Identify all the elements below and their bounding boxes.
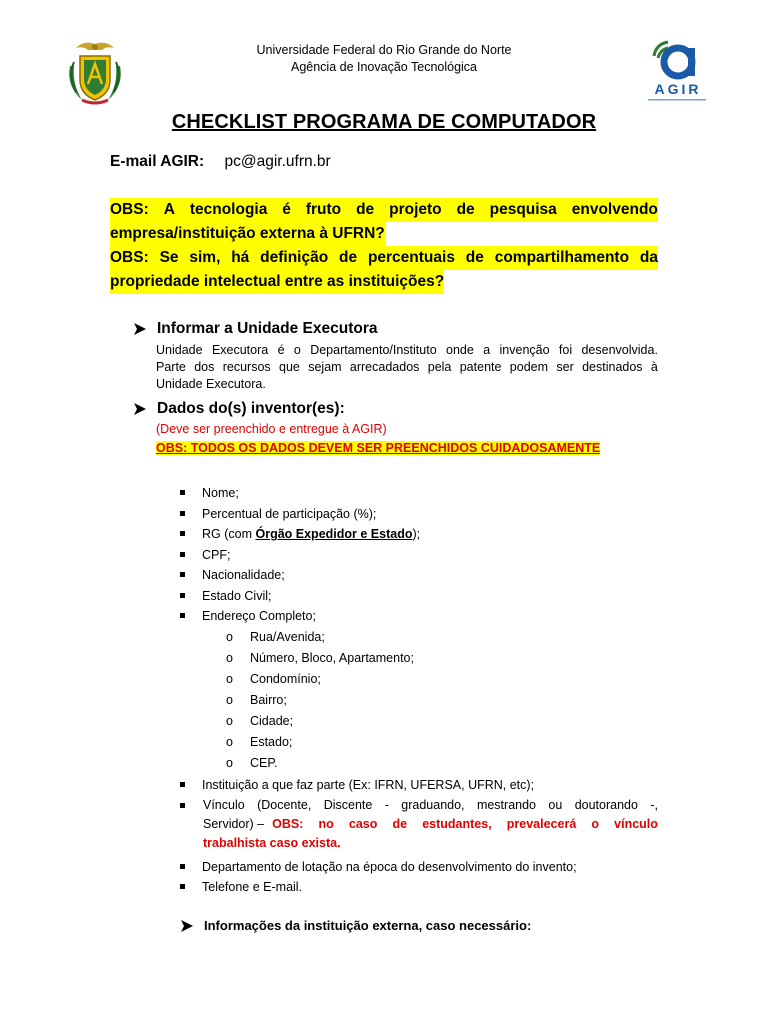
- word: de: [456, 201, 475, 218]
- page-title: CHECKLIST PROGRAMA DE COMPUTADOR: [171, 111, 597, 133]
- word: podem: [509, 360, 549, 374]
- word: destinados: [582, 360, 643, 374]
- square-bullet-icon: [180, 803, 185, 808]
- paragraph-line: Unidade Executora.: [156, 377, 266, 391]
- obs2-line1: [110, 246, 658, 270]
- address-sub-item: o Cidade;: [226, 714, 294, 728]
- word: A: [163, 201, 175, 218]
- word: de: [356, 201, 375, 218]
- word: doutorando: [574, 798, 638, 812]
- word: (Docente,: [257, 798, 312, 812]
- address-sub-item: o Estado;: [226, 735, 293, 749]
- list-item: CPF;: [180, 547, 230, 563]
- square-bullet-icon: [180, 572, 185, 577]
- word: sim,: [189, 249, 221, 266]
- word: o: [293, 343, 301, 357]
- paragraph-line: [156, 342, 658, 359]
- word: arrecadados: [349, 360, 420, 374]
- word: percentuais: [367, 249, 455, 266]
- word: ou: [548, 798, 563, 812]
- word: há: [231, 249, 250, 266]
- word: foi: [558, 343, 573, 357]
- obs1-line1: [110, 198, 658, 222]
- vinculo-item: [203, 796, 658, 853]
- word: de: [392, 817, 408, 831]
- word: Executora: [211, 343, 269, 357]
- address-sub-item: o Número, Bloco, Apartamento;: [226, 651, 414, 665]
- word: Se: [159, 249, 179, 266]
- word: fruto: [305, 201, 342, 218]
- word: envolvendo: [571, 201, 658, 218]
- agir-logo: [638, 38, 716, 104]
- header-agency: Agência de Inovação Tecnológica: [290, 60, 478, 74]
- section-unidade-executora: [133, 320, 378, 338]
- address-sub-item: o Condomínio;: [226, 672, 321, 686]
- word: é: [277, 343, 285, 357]
- word: a: [483, 343, 491, 357]
- word: Parte: [156, 360, 186, 374]
- header-university: Universidade Federal do Rio Grande do Norte: [256, 43, 512, 57]
- word: -: [384, 798, 389, 812]
- word: definição: [260, 249, 329, 266]
- word: projeto: [389, 201, 442, 218]
- word: da: [639, 249, 658, 266]
- careful-fill-warning: OBS: TODOS OS DADOS DEVEM SER PREENCHIDOS CUIDADOSAMENTE: [156, 441, 601, 455]
- square-bullet-icon: [180, 864, 185, 869]
- word: ser: [556, 360, 574, 374]
- word: recursos: [222, 360, 271, 374]
- list-item: Departamento de lotação na época do desenvolvimento do invento;: [180, 859, 577, 875]
- word: tecnologia: [189, 201, 268, 218]
- word: estudantes,: [422, 817, 492, 831]
- square-bullet-icon: [180, 531, 185, 536]
- word: graduando,: [401, 798, 465, 812]
- section-instituicao-externa: [180, 918, 531, 933]
- list-item: Estado Civil;: [180, 588, 271, 604]
- section-heading: Dados do(s) inventor(es):: [157, 400, 345, 417]
- word: de: [339, 249, 358, 266]
- list-item: Percentual de participação (%);: [180, 506, 376, 522]
- email-label: E-mail AGIR:: [110, 153, 205, 170]
- arrowhead-bullet-icon: [133, 322, 147, 336]
- fill-instruction-note: (Deve ser preenchido e entregue à AGIR): [156, 422, 387, 436]
- square-bullet-icon: [180, 782, 185, 787]
- word: pesquisa: [489, 201, 557, 218]
- square-bullet-icon: [180, 613, 185, 618]
- list-item: Nacionalidade;: [180, 567, 285, 583]
- email-row: [110, 153, 331, 171]
- vinculo-line1: [203, 796, 658, 815]
- word: Vínculo: [203, 798, 245, 812]
- word: de: [465, 249, 484, 266]
- word: invenção: [499, 343, 550, 357]
- vinculo-line3: trabalhista caso exista.: [203, 836, 341, 850]
- word: é: [282, 201, 291, 218]
- word: -,: [650, 798, 658, 812]
- list-item: [180, 798, 202, 808]
- address-sub-item: o CEP.: [226, 756, 278, 770]
- word: Departamento/Instituto: [310, 343, 437, 357]
- list-item: Nome;: [180, 485, 239, 501]
- word: OBS:: [272, 817, 304, 831]
- word: mestrando: [476, 798, 536, 812]
- square-bullet-icon: [180, 552, 185, 557]
- address-sub-item: o Rua/Avenida;: [226, 630, 325, 644]
- word: prevalecerá: [506, 817, 577, 831]
- square-bullet-icon: [180, 490, 185, 495]
- vinculo-line2: Servidor) – OBS: no caso de estudantes, prevalecerá o vínculo: [203, 815, 658, 834]
- email-address[interactable]: pc@agir.ufrn.br: [224, 153, 331, 170]
- paragraph-line: [156, 359, 658, 376]
- word: dos: [194, 360, 215, 374]
- word: Unidade: [156, 343, 203, 357]
- obs1-line2: empresa/instituição externa à UFRN?: [110, 222, 385, 246]
- word: compartilhamento: [494, 249, 630, 266]
- word: desenvolvida.: [581, 343, 658, 357]
- obs-question-2: [110, 246, 658, 294]
- address-sub-item: o Bairro;: [226, 693, 287, 707]
- list-item: RG (com Órgão Expedidor e Estado);: [180, 526, 420, 542]
- word: OBS:: [110, 249, 149, 266]
- word: no: [318, 817, 334, 831]
- obs-question-1: [110, 198, 658, 246]
- list-item: Telefone e E-mail.: [180, 879, 302, 895]
- word: o: [591, 817, 600, 831]
- section-dados-inventores: [133, 400, 345, 418]
- obs2-line2: propriedade intelectual entre as instituições?: [110, 270, 444, 294]
- word: onde: [446, 343, 474, 357]
- square-bullet-icon: [180, 884, 185, 889]
- square-bullet-icon: [180, 593, 185, 598]
- word: vínculo: [614, 817, 658, 831]
- section-heading: Informar a Unidade Executora: [157, 320, 378, 337]
- word: OBS:: [110, 201, 149, 218]
- section1-paragraph: [156, 342, 658, 393]
- arrowhead-bullet-icon: [133, 402, 147, 416]
- word: sejam: [308, 360, 342, 374]
- word: Discente: [323, 798, 373, 812]
- section-heading: Informações da instituição externa, caso necessário:: [204, 918, 532, 933]
- word: caso: [348, 817, 378, 831]
- ufrn-crest-logo: [62, 36, 128, 106]
- agir-logo-text: AGIR: [654, 81, 702, 97]
- list-item: Endereço Completo;: [180, 608, 316, 624]
- square-bullet-icon: [180, 511, 185, 516]
- word: pela: [427, 360, 452, 374]
- arrowhead-bullet-icon: [180, 919, 194, 933]
- word: patente: [459, 360, 502, 374]
- word: que: [279, 360, 300, 374]
- list-item: Instituição a que faz parte (Ex: IFRN, UFERSA, UFRN, etc);: [180, 777, 534, 793]
- word: à: [650, 360, 658, 374]
